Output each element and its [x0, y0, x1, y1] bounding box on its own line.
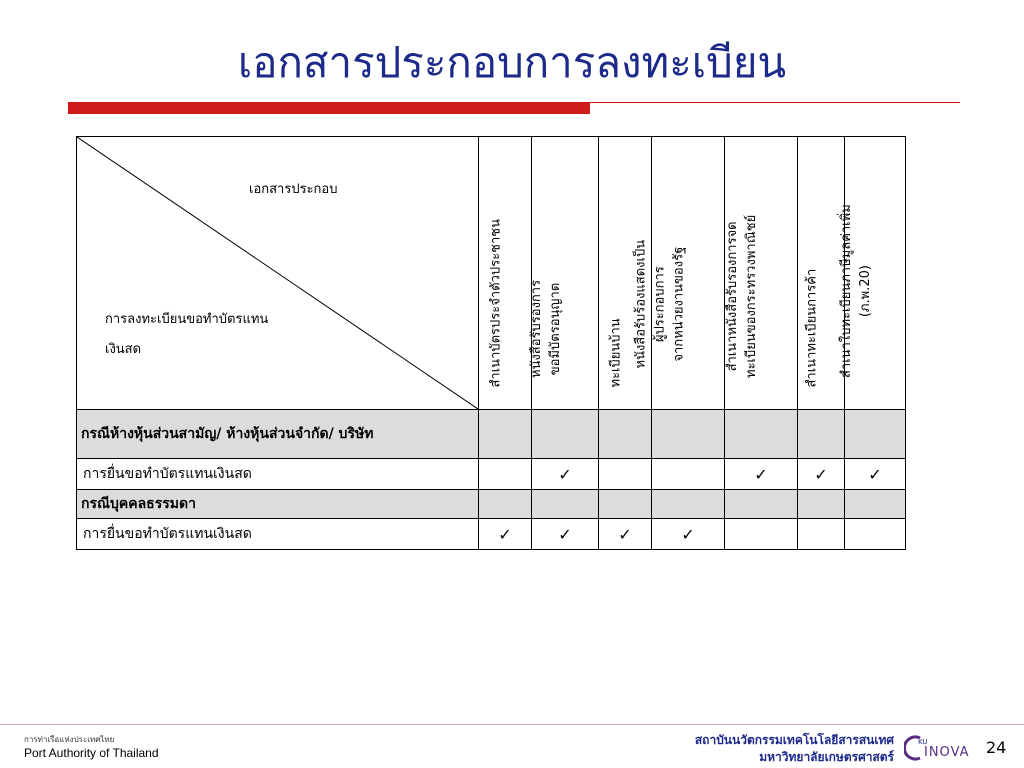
title-thin-rule [590, 102, 960, 103]
col-header-id-card [479, 137, 532, 410]
logo-ku-text: KU [918, 738, 928, 746]
col-header-text [487, 219, 506, 387]
section-cell [532, 410, 599, 459]
col-header-line: ทะเบียนบ้าน [608, 318, 624, 388]
section-cell [725, 410, 798, 459]
section-cell [479, 410, 532, 459]
section-cell [599, 490, 652, 519]
section-cell [532, 490, 599, 519]
col-header-text [632, 240, 689, 369]
col-header-line: หนังสือรับร้องแสดงเป็น [633, 239, 649, 369]
col-header-text [607, 318, 626, 387]
corner-bottom-line2: เงินสด [105, 342, 142, 357]
row-label: การยื่นขอทำบัตรแทนเงินสด [77, 459, 479, 490]
section-label: กรณีห้างหุ้นส่วนสามัญ/ ห้างหุ้นส่วนจำกัด/ บริษัท [77, 410, 479, 459]
footer-institute [695, 732, 894, 766]
col-header-line: สำเนาบัตรประจำตัวประชาชน [488, 219, 504, 388]
section-cell [845, 410, 906, 459]
section-cell [798, 490, 845, 519]
title-red-bar [68, 102, 590, 114]
table-row [77, 459, 906, 490]
check-cell: ✓ [725, 459, 798, 490]
col-header-vat-registration [839, 137, 906, 410]
col-header-text [723, 215, 761, 378]
col-header-commerce-cert [725, 137, 798, 410]
corner-cell [77, 137, 479, 410]
logo-inova-text: INOVA [924, 745, 970, 760]
header-row [77, 137, 906, 410]
check-cell: ✓ [798, 459, 845, 490]
footer-divider [0, 724, 1024, 725]
section-cell [599, 410, 652, 459]
corner-bottom-label [105, 305, 268, 365]
footer-org-english: Port Authority of Thailand [24, 746, 159, 760]
col-header-line: สำเนาหนังสือรับรองการจด [725, 221, 740, 372]
col-header-text [527, 280, 565, 378]
section-cell [845, 490, 906, 519]
check-cell: ✓ [599, 519, 652, 550]
col-header-line: ขอมีบัตรอนุญาต [548, 282, 563, 376]
col-header-line: สำเนาทะเบียนการค้า [804, 268, 820, 388]
check-cell [725, 519, 798, 550]
col-header-line: ทะเบียนของกระทรวงพาณิชย์ [744, 214, 759, 378]
table-row [77, 519, 906, 550]
check-cell: ✓ [532, 519, 599, 550]
check-cell [599, 459, 652, 490]
check-cell [479, 459, 532, 490]
col-header-line: หนังสือรับรองการ [529, 279, 544, 378]
check-cell [652, 459, 725, 490]
corner-bottom-line1: การลงทะเบียนขอทำบัตรแทน [105, 312, 269, 327]
row-label: การยื่นขอทำบัตรแทนเงินสด [77, 519, 479, 550]
section-row-individual [77, 490, 906, 519]
col-header-text [837, 204, 875, 378]
section-row-partnership [77, 410, 906, 459]
check-cell [798, 519, 845, 550]
col-header-line: สำเนาใบทะเบียนภาษีมูลค่าเพิ่ม [839, 204, 854, 378]
col-header-line: จากหน่วยงานของรัฐ [671, 246, 687, 362]
footer-institute-line1: สถาบันนวัตกรรมเทคโนโลยีสารสนเทศ [694, 733, 894, 747]
col-header-text [803, 269, 822, 388]
ku-inova-logo [904, 734, 982, 762]
check-cell: ✓ [845, 459, 906, 490]
check-cell: ✓ [652, 519, 725, 550]
col-header-line: (ภ.พ.20) [858, 265, 873, 318]
section-label: กรณีบุคคลธรรมดา [77, 490, 479, 519]
footer-org-thai: การท่าเรือแห่งประเทศไทย [24, 735, 115, 744]
section-cell [479, 490, 532, 519]
section-cell [798, 410, 845, 459]
col-header-line: ผู้ประกอบการ [652, 266, 668, 343]
slide-title: เอกสารประกอบการลงทะเบียน [237, 38, 787, 87]
check-cell: ✓ [532, 459, 599, 490]
col-header-operator-letter [633, 137, 725, 410]
documents-table [76, 136, 906, 550]
section-cell [725, 490, 798, 519]
check-cell [845, 519, 906, 550]
col-header-permit-letter [529, 137, 599, 410]
section-cell [652, 410, 725, 459]
check-cell: ✓ [479, 519, 532, 550]
footer-institute-line2: มหาวิทยาลัยเกษตรศาสตร์ [759, 750, 894, 764]
corner-top-label: เอกสารประกอบ [249, 182, 338, 197]
section-cell [652, 490, 725, 519]
page-number: 24 [986, 738, 1007, 757]
